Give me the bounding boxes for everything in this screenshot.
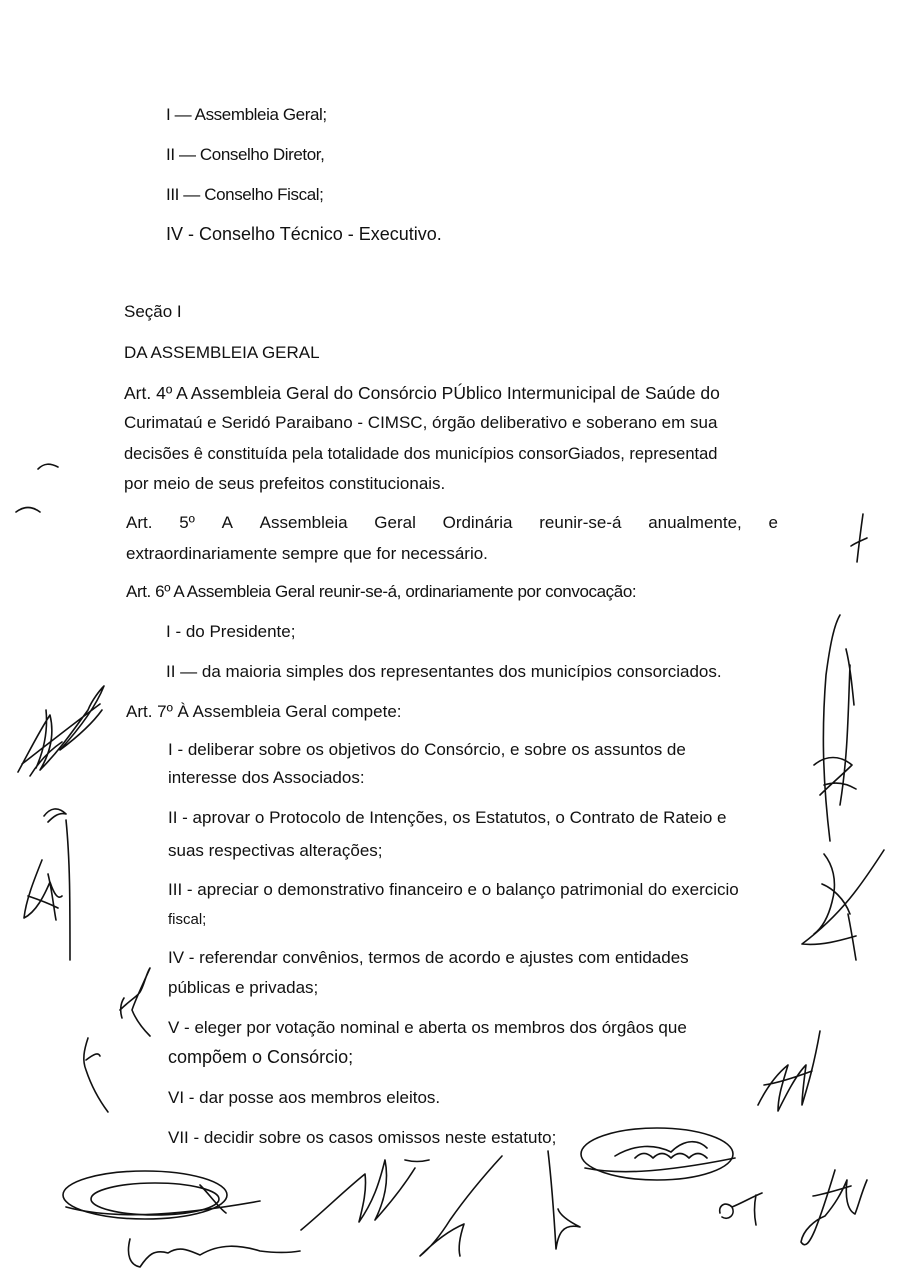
organ-item-2: II — Conselho Diretor, — [166, 145, 325, 164]
signature — [792, 844, 892, 969]
art7-item-5-line-1: V - eleger por votação nominal e aberta os membros dos órgâos que — [168, 1018, 687, 1037]
art7-item-4-line-1: IV - referendar convênios, termos de acordo e ajustes com entidades — [168, 948, 689, 967]
art4-line-2: Curimataú e Seridó Paraibano - CIMSC, órgão deliberativo e soberano em sua — [124, 413, 718, 432]
art7-item-2-line-2: suas respectivas alterações; — [168, 841, 383, 860]
art7-item-3-line-2: fiscal; — [168, 911, 207, 928]
signature — [748, 1025, 828, 1120]
art7-item-4-line-2: públicas e privadas; — [168, 978, 319, 997]
art6-item-1: I - do Presidente; — [166, 622, 296, 641]
art5-line-2: extraordinariamente sempre que for necessário. — [126, 544, 488, 563]
signature — [800, 605, 870, 845]
art4-line-4: por meio de seus prefeitos constitucionais. — [124, 474, 446, 493]
art5-line-1 — [126, 512, 778, 534]
art6-heading: Art. 6º A Assembleia Geral reunir-se-á, ordinariamente por convocação: — [126, 582, 637, 601]
art7-heading: Art. 7º À Assembleia Geral compete: — [126, 702, 402, 721]
art5-word: reunir-se-á — [539, 513, 622, 532]
art7-item-3-line-1: III - apreciar o demonstrativo financeiro e o balanço patrimonial do exercicio — [168, 880, 739, 899]
art5-word: A — [221, 513, 233, 532]
art5-word: Assembleia — [259, 513, 348, 532]
signature — [70, 1030, 120, 1120]
art5-word: Ordinária — [442, 513, 513, 532]
signature — [14, 800, 84, 970]
section-label: Seção I — [124, 302, 182, 321]
art6-item-2: II — da maioria simples dos representantes dos municípios consorciados. — [166, 662, 722, 681]
art5-word: Art. — [126, 513, 153, 532]
art7-item-5-line-2: compõem o Consórcio; — [168, 1047, 354, 1067]
signature — [575, 1118, 745, 1193]
art5-word: 5º — [179, 513, 195, 532]
art7-item-1-line-1: I - deliberar sobre os objetivos do Consórcio, e sobre os assuntos de — [168, 740, 686, 759]
signature — [10, 680, 110, 790]
margin-mark — [30, 455, 70, 485]
signature — [50, 1155, 320, 1274]
art4-line-1: Art. 4º A Assembleia Geral do Consórcio PÚblico Intermunicipal de Saúde do — [124, 383, 720, 403]
organ-item-3: III — Conselho Fiscal; — [166, 185, 324, 204]
margin-mark — [10, 500, 50, 525]
art4-line-3: decisões ê constituída pela totalidade dos municípios consorGiados, representad — [124, 445, 718, 463]
organ-item-1: I — Assembleia Geral; — [166, 105, 327, 124]
art7-item-1-line-2: interesse dos Associados: — [168, 768, 365, 787]
art7-item-6: VI - dar posse aos membros eleitos. — [168, 1088, 441, 1107]
signature — [845, 508, 875, 568]
art7-item-7: VII - decidir sobre os casos omissos neste estatuto; — [168, 1128, 557, 1147]
art5-word: e — [768, 513, 778, 532]
art5-word: Geral — [374, 513, 416, 532]
section-title: DA ASSEMBLEIA GERAL — [124, 343, 320, 362]
art5-word: anualmente, — [648, 513, 742, 532]
organ-item-4: IV - Conselho Técnico - Executivo. — [166, 224, 442, 244]
signature — [410, 1150, 510, 1260]
art7-item-2-line-1: II - aprovar o Protocolo de Intenções, os Estatutos, o Contrato de Rateio e — [168, 808, 727, 827]
signature — [795, 1160, 875, 1255]
signature — [712, 1185, 772, 1230]
